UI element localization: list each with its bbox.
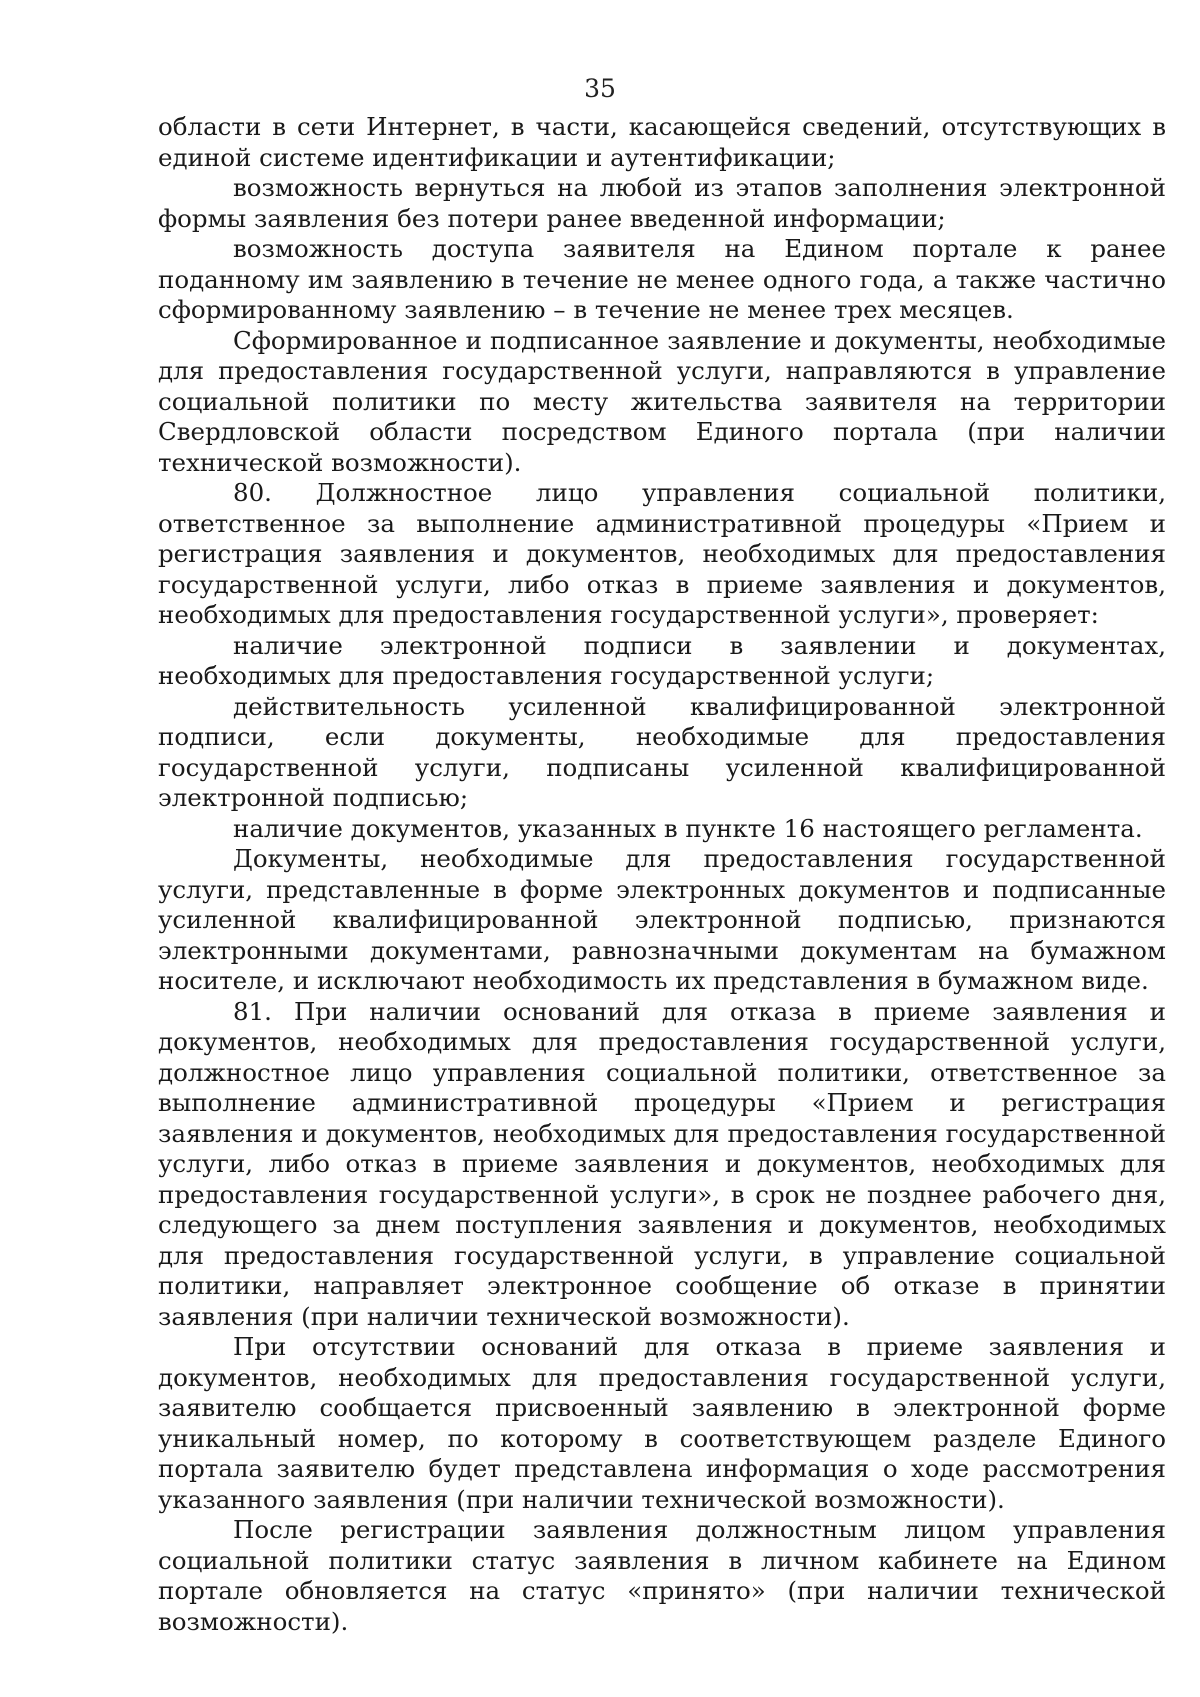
page-number: 35 [584, 74, 616, 103]
paragraph: При отсутствии оснований для отказа в приеме заявления и документов, необходимых для предоставления государственной услуги, заявителю сообщается присвоенный заявлению в электронной форме уникальный номер, по которому в соответствующем разделе Единого портала заявителю будет представлена информация о ходе рассмотрения указанного заявления (при наличии технической возможности). [158, 1332, 1166, 1514]
paragraph-section-81: 81. При наличии оснований для отказа в приеме заявления и документов, необходимых для предоставления государственной услуги, должностное лицо управления социальной политики, ответственное за выполнение административной процедуры «Прием и регистрация заявления и документов, необходимых для предоставления государственной услуги, либо отказ в приеме заявления и документов, необходимых для предоставления государственной услуги», в срок не позднее рабочего дня, следующего за днем поступления заявления и документов, необходимых для предоставления государственной услуги, в управление социальной политики, направляет электронное сообщение об отказе в принятии заявления (при наличии технической возможности). [158, 996, 1166, 1331]
paragraph: возможность вернуться на любой из этапов заполнения электронной формы заявления без потери ранее введенной информации; [158, 173, 1166, 233]
paragraph: Документы, необходимые для предоставления государственной услуги, представленные в форме электронных документов и подписанные усиленной квалифицированной электронной подписью, признаются электронными документами, равнозначными документам на бумажном носителе, и исключают необходимость их представления в бумажном виде. [158, 844, 1166, 995]
paragraph: области в сети Интернет, в части, касающейся сведений, отсутствующих в единой системе идентификации и аутентификации; [158, 112, 1166, 172]
paragraph: После регистрации заявления должностным лицом управления социальной политики статус заявления в личном кабинете на Едином портале обновляется на статус «принято» (при наличии технической возможности). [158, 1515, 1166, 1636]
paragraph: наличие документов, указанных в пункте 16 настоящего регламента. [233, 813, 1143, 843]
paragraph: Сформированное и подписанное заявление и документы, необходимые для предоставления государственной услуги, направляются в управление социальной политики по месту жительства заявителя на территории Свердловской области посредством Единого портала (при наличии технической возможности). [158, 325, 1166, 477]
paragraph: действительность усиленной квалифицированной электронной подписи, если документы, необходимые для предоставления государственной услуги, подписаны усиленной квалифицированной электронной подписью; [158, 691, 1166, 812]
paragraph-section-80: 80. Должностное лицо управления социальной политики, ответственное за выполнение административной процедуры «Прием и регистрация заявления и документов, необходимых для предоставления государственной услуги, либо отказ в приеме заявления и документов, необходимых для предоставления государственной услуги», проверяет: [158, 478, 1166, 629]
document-body [158, 112, 1166, 1637]
paragraph: наличие электронной подписи в заявлении и документах, необходимых для предоставления государственной услуги; [158, 630, 1166, 690]
paragraph: возможность доступа заявителя на Едином портале к ранее поданному им заявлению в течение не менее одного года, а также частично сформированному заявлению – в течение не менее трех месяцев. [158, 234, 1166, 324]
